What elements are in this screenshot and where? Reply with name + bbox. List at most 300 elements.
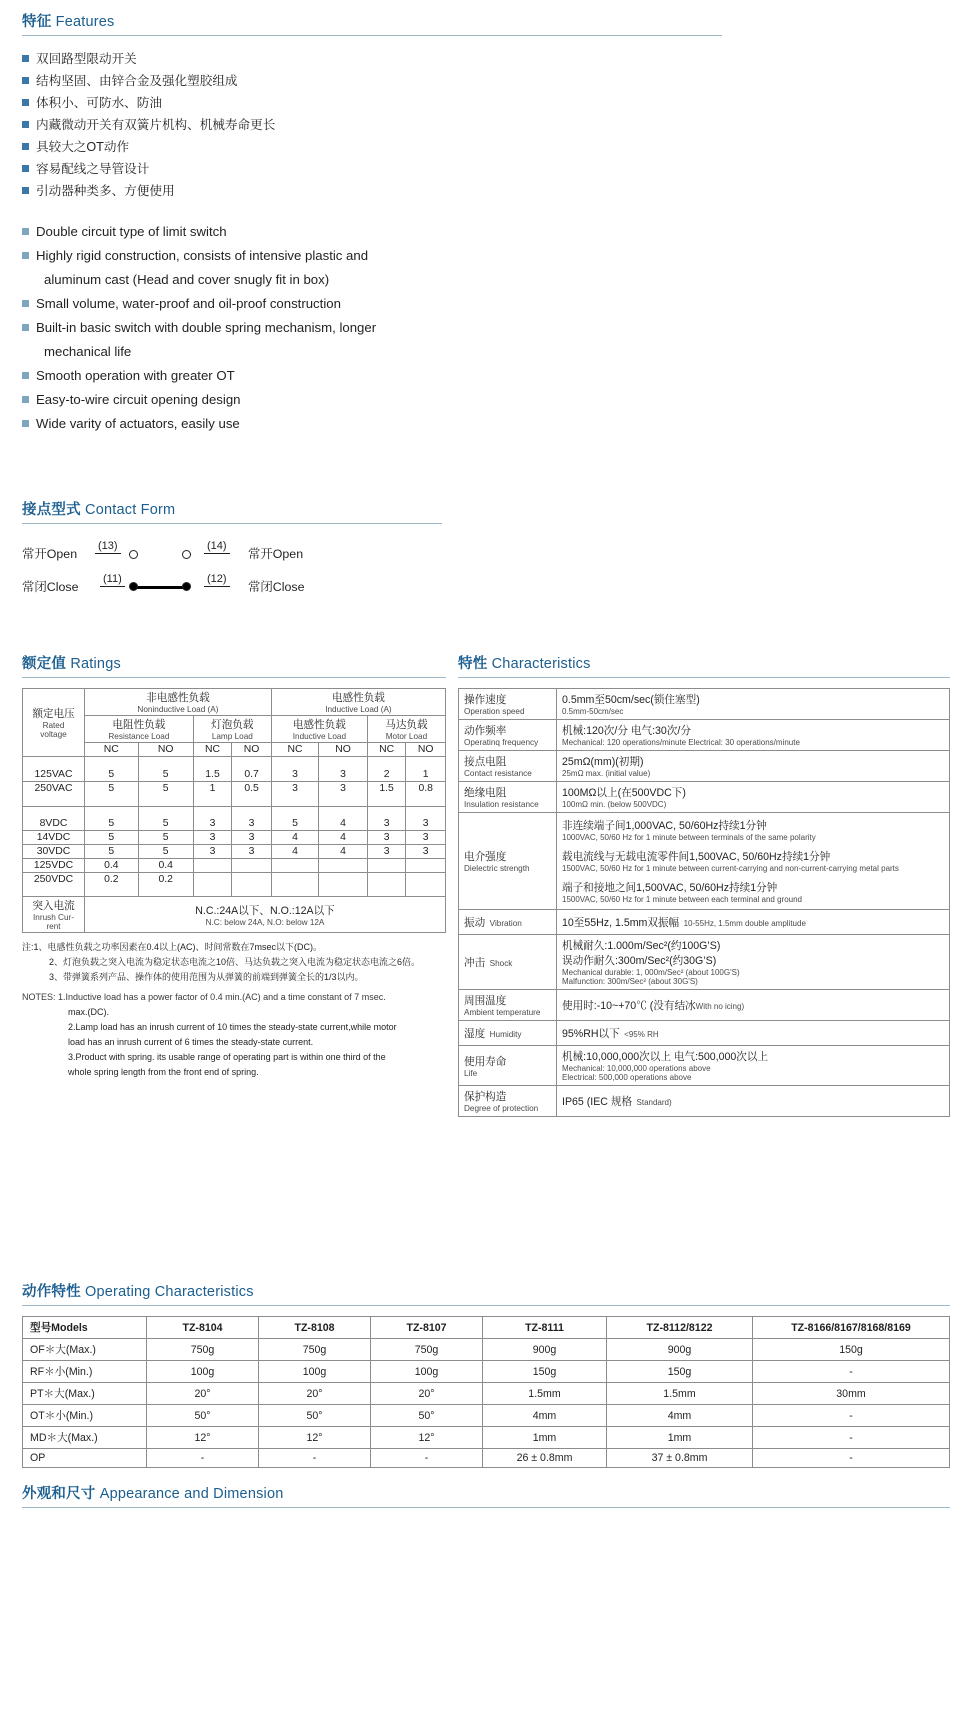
rating-cell [271, 859, 318, 873]
op-cell: 37 ± 0.8mm [607, 1449, 753, 1468]
table-row [23, 859, 446, 873]
square-bullet-icon [22, 187, 29, 194]
char-label-en: Dielectric strength [464, 864, 530, 873]
note-zh-text: 2、灯泡负载之突入电流为稳定状态电流之10倍、马达负载之突入电流为稳定状态电流之6倍。 [49, 957, 421, 967]
rating-cell: 0.2 [138, 873, 193, 897]
rating-cell: 4 [271, 845, 318, 859]
nc-no-header: NO [138, 743, 193, 757]
rating-cell: 3 [406, 831, 446, 845]
char-value-en: Mechanical: 120 operations/minute Electrical: 30 operations/minute [562, 738, 800, 747]
char-label [459, 720, 557, 751]
char-value [557, 1021, 950, 1046]
rating-cell: 5 [271, 807, 318, 831]
contact-form-section [22, 498, 442, 600]
rating-cell: 4 [319, 845, 368, 859]
char-value-zh: 机械耐久:1.000m/Sec²(约100G’S) [562, 940, 721, 952]
char-value-en: 100mΩ min. (below 500VDC) [562, 800, 667, 809]
char-value-en: Malfunction: 300m/Sec² (about 30G'S) [562, 977, 698, 986]
rating-cell [406, 859, 446, 873]
char-value [557, 990, 950, 1021]
char-label-zh: 冲击 [464, 957, 486, 969]
load-header-en: Motor Load [385, 732, 428, 741]
rating-cell: 5 [138, 807, 193, 831]
rating-cell: 3 [193, 845, 231, 859]
char-label-zh: 周围温度 [464, 995, 507, 1007]
op-cell: 1.5mm [483, 1383, 607, 1405]
features-heading-en: Features [55, 14, 115, 30]
rating-cell [319, 873, 368, 897]
list-item [22, 412, 722, 436]
note-en-line [22, 1050, 446, 1064]
char-label-en: Operatinq frequency [464, 738, 539, 747]
table-row [23, 831, 446, 845]
ratings-load-inductive [271, 716, 367, 743]
operating-table [22, 1316, 950, 1468]
note-zh-line [22, 970, 446, 984]
op-cell: 30mm [753, 1383, 950, 1405]
rating-cell: 3 [232, 831, 272, 845]
nc-no-header: NC [367, 743, 405, 757]
char-label-zh: 动作频率 [464, 725, 507, 737]
char-value-zh: 95%RH以下 [562, 1028, 620, 1040]
table-row [23, 897, 446, 933]
char-value-zh: 机械:10,000,000次以上 电气:500,000次以上 [562, 1051, 769, 1063]
square-bullet-icon [22, 165, 29, 172]
terminal-dot-14 [182, 550, 191, 559]
features-list-zh [22, 48, 722, 202]
list-item-label: 体积小、可防水、防油 [36, 96, 162, 110]
note-en-line [22, 1035, 446, 1049]
char-label [459, 1046, 557, 1086]
ratings-table [22, 688, 446, 933]
list-item [22, 114, 722, 136]
op-cell: 50° [147, 1405, 259, 1427]
op-cell: 12° [259, 1427, 371, 1449]
inrush-value-zh: N.C.:24A以下、N.O.:12A以下 [195, 904, 335, 917]
ratings-divider [22, 677, 446, 678]
char-value [557, 813, 950, 910]
char-value-en: 25mΩ max. (initial value) [562, 769, 651, 778]
char-value-zh: 机械:120次/分 电气:30次/分 [562, 725, 691, 737]
char-label-zh: 使用寿命 [464, 1055, 507, 1068]
char-value [557, 720, 950, 751]
char-label [459, 1021, 557, 1046]
nc-no-header: NO [406, 743, 446, 757]
operating-characteristics-section [22, 1280, 950, 1468]
op-cell: 100g [371, 1361, 483, 1383]
table-row [23, 1449, 950, 1468]
char-value [557, 782, 950, 813]
char-value-en: <95% RH [624, 1030, 659, 1039]
square-bullet-icon [22, 396, 29, 403]
note-en-line [22, 1005, 446, 1019]
rating-cell: 0.5 [232, 782, 272, 807]
contact-form-divider [22, 523, 442, 524]
ratings-heading-en: Ratings [70, 656, 121, 672]
load-header-en: Resistance Load [108, 732, 170, 741]
list-item-label: 引动器种类多、方便使用 [36, 184, 175, 198]
op-cell: - [753, 1405, 950, 1427]
char-label [459, 935, 557, 990]
op-cell: 900g [483, 1339, 607, 1361]
features-section [22, 10, 722, 436]
square-bullet-icon [22, 55, 29, 62]
char-value-zh: 非连续端子间1,000VAC, 50/60Hz持续1分钟 [562, 820, 767, 832]
rating-cell: 5 [85, 757, 139, 782]
op-cell: 20° [259, 1383, 371, 1405]
op-cell: - [753, 1427, 950, 1449]
rating-cell: 2 [367, 757, 405, 782]
rating-cell: 3 [367, 845, 405, 859]
square-bullet-icon [22, 77, 29, 84]
op-cell: 20° [371, 1383, 483, 1405]
operating-heading-zh: 动作特性 [22, 1284, 81, 1300]
char-label-zh: 接点电阻 [464, 756, 507, 768]
inrush-label-zh: 突入电流 [32, 900, 75, 912]
list-item [22, 180, 722, 202]
rating-cell: 3 [319, 757, 368, 782]
table-row [459, 689, 950, 720]
open-right-label: 常开Open [248, 547, 304, 561]
operating-heading [22, 1280, 950, 1301]
rating-cell [193, 873, 231, 897]
char-label [459, 910, 557, 935]
char-value [557, 689, 950, 720]
char-label-en: Humidity [489, 1030, 522, 1039]
rating-voltage: 14VDC [23, 831, 85, 845]
square-bullet-icon [22, 252, 29, 259]
rating-cell: 5 [138, 831, 193, 845]
op-cell: 1mm [483, 1427, 607, 1449]
ratings-heading [22, 652, 446, 673]
op-col-header: TZ-8112/8122 [607, 1317, 753, 1339]
terminal-number-13: (13) [95, 540, 121, 554]
note-en-line [22, 990, 446, 1004]
table-row [23, 1383, 950, 1405]
char-label-zh: 湿度 [464, 1028, 486, 1040]
characteristics-heading [458, 652, 950, 673]
table-row [23, 1427, 950, 1449]
nc-no-header: NC [85, 743, 139, 757]
group-header-en: Inductive Load (A) [325, 705, 392, 714]
rating-voltage: 8VDC [23, 807, 85, 831]
ratings-load-resistance [85, 716, 194, 743]
list-item [22, 388, 722, 412]
appearance-section [22, 1482, 950, 1508]
rating-cell [367, 873, 405, 897]
rating-cell: 3 [193, 831, 231, 845]
char-label-en: Contact resistance [464, 769, 532, 778]
op-cell: 20° [147, 1383, 259, 1405]
voltage-header-en1: Rated [42, 721, 65, 730]
load-header-zh: 灯泡负载 [211, 719, 254, 731]
char-value-zh: 误动作耐久:300m/Sec²(约30G’S) [562, 955, 717, 967]
char-label-en: Operation speed [464, 707, 525, 716]
op-col-header: TZ-8111 [483, 1317, 607, 1339]
list-item-label: Smooth operation with greater OT [36, 368, 235, 383]
op-col-header: TZ-8104 [147, 1317, 259, 1339]
note-en-line [22, 1065, 446, 1079]
char-label-en: Degree of protection [464, 1104, 539, 1113]
list-item [22, 292, 722, 316]
appearance-heading [22, 1482, 950, 1503]
table-row [459, 1086, 950, 1117]
rating-cell: 1 [193, 782, 231, 807]
contact-form-diagram [22, 540, 442, 600]
inrush-label [23, 897, 85, 933]
table-row [459, 751, 950, 782]
contact-form-heading-en: Contact Form [85, 502, 176, 518]
inrush-value-en: N.C: below 24A, N.O: below 12A [205, 917, 325, 927]
nc-no-header: NC [193, 743, 231, 757]
close-left-label: 常闭Close [22, 580, 79, 594]
char-subrow [562, 878, 944, 906]
inrush-label-en2: rent [46, 922, 61, 931]
contact-form-heading [22, 498, 442, 519]
list-item-label: 内藏微动开关有双簧片机构、机械寿命更长 [36, 118, 276, 132]
appearance-heading-zh: 外观和尺寸 [22, 1486, 96, 1502]
list-item [22, 364, 722, 388]
list-item-label: Built-in basic switch with double spring mechanism, longer [36, 320, 377, 335]
op-cell: 100g [147, 1361, 259, 1383]
rating-cell: 0.8 [406, 782, 446, 807]
op-row-label: PT＊大(Max.) [23, 1383, 147, 1405]
square-bullet-icon [22, 300, 29, 307]
ratings-notes [22, 940, 446, 1079]
note-en-text: load has an inrush current of 6 times the steady-state current. [68, 1037, 314, 1047]
op-cell: - [371, 1449, 483, 1468]
terminal-dot-11 [129, 582, 138, 591]
char-value-en: With no icing) [695, 1002, 745, 1011]
rating-cell: 3 [232, 807, 272, 831]
rating-cell: 3 [406, 807, 446, 831]
appearance-heading-en: Appearance and Dimension [99, 1486, 284, 1502]
list-item-label: Easy-to-wire circuit opening design [36, 392, 241, 407]
char-label [459, 1086, 557, 1117]
char-label-en: Vibration [489, 919, 522, 928]
ratings-load-motor [367, 716, 445, 743]
list-item [22, 244, 722, 292]
rating-cell: 0.2 [85, 873, 139, 897]
features-heading [22, 10, 722, 31]
char-value-zh: 0.5mm至50cm/sec(锁住塞型) [562, 694, 700, 706]
table-row [23, 716, 446, 743]
op-cell: 750g [259, 1339, 371, 1361]
ratings-load-lamp [193, 716, 271, 743]
contact-row-open [22, 540, 442, 568]
square-bullet-icon [22, 324, 29, 331]
op-cell: - [753, 1449, 950, 1468]
table-row [23, 807, 446, 831]
features-divider [22, 35, 722, 36]
rating-cell: 4 [319, 831, 368, 845]
note-en-text: whole spring length from the front end of spring. [68, 1067, 259, 1077]
inrush-value [85, 897, 446, 933]
terminal-dot-13 [129, 550, 138, 559]
note-en-text: 3.Product with spring. its usable range of operating part is within one third of the [68, 1052, 386, 1062]
char-value [557, 935, 950, 990]
contact-form-heading-zh: 接点型式 [22, 502, 81, 518]
rating-voltage: 30VDC [23, 845, 85, 859]
list-item [22, 136, 722, 158]
characteristics-divider [458, 677, 950, 678]
terminal-number-11: (11) [100, 573, 125, 587]
characteristics-heading-zh: 特性 [458, 656, 488, 672]
char-value [557, 1046, 950, 1086]
note-en-title: NOTES: [22, 992, 56, 1002]
rating-cell [406, 873, 446, 897]
note-zh-line [22, 940, 446, 954]
table-row [23, 1361, 950, 1383]
char-value-en: Mechanical: 10,000,000 operations above [562, 1064, 711, 1073]
char-label [459, 782, 557, 813]
char-label [459, 813, 557, 910]
rating-cell: 5 [85, 831, 139, 845]
char-subrow [562, 847, 944, 875]
note-en-text: 2.Lamp load has an inrush current of 10 times the steady-state current,while motor [68, 1022, 397, 1032]
rating-cell: 5 [138, 845, 193, 859]
op-cell: 12° [371, 1427, 483, 1449]
op-cell: 50° [371, 1405, 483, 1427]
terminal-number-12: (12) [204, 573, 230, 587]
ratings-group-inductive [271, 689, 445, 716]
rating-cell [232, 873, 272, 897]
op-cell: 750g [147, 1339, 259, 1361]
list-item [22, 92, 722, 114]
characteristics-heading-en: Characteristics [491, 656, 591, 672]
char-value-en: 1500VAC, 50/60 Hz for 1 minute between each terminal and ground [562, 895, 802, 904]
char-value-zh: 100MΩ以上(在500VDC下) [562, 787, 686, 799]
terminal-dot-12 [182, 582, 191, 591]
note-en-line [22, 1020, 446, 1034]
rating-cell: 3 [193, 807, 231, 831]
square-bullet-icon [22, 372, 29, 379]
rating-cell: 5 [85, 845, 139, 859]
list-item [22, 70, 722, 92]
char-value-zh: 10至55Hz, 1.5mm双振幅 [562, 917, 680, 929]
rating-cell: 0.4 [138, 859, 193, 873]
char-value-zh: IP65 (IEC 规格 [562, 1096, 633, 1108]
group-header-en: Noninductive Load (A) [137, 705, 219, 714]
char-value-en: 10-55Hz, 1.5mm double amplitude [683, 919, 806, 928]
op-cell: 900g [607, 1339, 753, 1361]
group-header-zh: 非电感性负载 [146, 692, 210, 704]
char-value-zh: 使用时:-10~+70℃ (没有结冰 [562, 1000, 696, 1012]
rating-cell: 3 [367, 831, 405, 845]
list-item-label: 容易配线之导管设计 [36, 162, 150, 176]
rating-cell [271, 873, 318, 897]
char-label-en: Insulation resistance [464, 800, 539, 809]
table-row [23, 1339, 950, 1361]
op-cell: 4mm [607, 1405, 753, 1427]
op-cell: 4mm [483, 1405, 607, 1427]
rating-cell: 0.7 [232, 757, 272, 782]
rating-cell: 5 [85, 807, 139, 831]
rating-cell: 5 [138, 757, 193, 782]
op-cell: 1mm [607, 1427, 753, 1449]
table-row [459, 782, 950, 813]
rating-cell: 0.4 [85, 859, 139, 873]
characteristics-table [458, 688, 950, 1117]
char-subrow [562, 816, 944, 844]
rating-cell [232, 859, 272, 873]
table-row [459, 813, 950, 910]
op-col-header: 型号Models [23, 1317, 147, 1339]
features-heading-zh: 特征 [22, 14, 52, 30]
char-label-en: Ambient temperature [464, 1008, 541, 1017]
char-label-zh: 绝缘电阻 [464, 787, 507, 799]
table-row [23, 873, 446, 897]
op-cell: 1.5mm [607, 1383, 753, 1405]
op-cell: 750g [371, 1339, 483, 1361]
square-bullet-icon [22, 121, 29, 128]
list-item-label-cont: mechanical life [44, 344, 132, 359]
table-row [459, 990, 950, 1021]
op-col-header: TZ-8107 [371, 1317, 483, 1339]
char-value-en: Standard) [636, 1098, 672, 1107]
char-label-zh: 保护构造 [464, 1091, 507, 1103]
list-item-label: 具较大之OT动作 [36, 140, 130, 154]
rating-cell: 3 [319, 782, 368, 807]
rating-cell [193, 859, 231, 873]
rating-cell: 3 [406, 845, 446, 859]
rating-cell: 4 [319, 807, 368, 831]
char-value-zh: 25mΩ(mm)(初期) [562, 756, 644, 768]
rating-cell: 5 [85, 782, 139, 807]
op-cell: 26 ± 0.8mm [483, 1449, 607, 1468]
char-label [459, 689, 557, 720]
op-cell: 12° [147, 1427, 259, 1449]
table-row [23, 1317, 950, 1339]
inrush-label-en1: Inrush Cur- [33, 913, 74, 922]
char-value-en: 0.5mm-50cm/sec [562, 707, 624, 716]
char-value-en: Electrical: 500,000 operations above [562, 1073, 692, 1082]
voltage-header-zh: 额定电压 [32, 708, 75, 720]
terminal-number-14: (14) [204, 540, 230, 554]
open-left-label: 常开Open [22, 547, 78, 561]
list-item-label: 结构坚固、由锌合金及强化塑胶组成 [36, 74, 238, 88]
char-label-zh: 操作速度 [464, 694, 507, 706]
op-cell: 50° [259, 1405, 371, 1427]
ratings-group-noninductive [85, 689, 272, 716]
char-label-en: Life [464, 1068, 478, 1078]
rating-cell: 3 [367, 807, 405, 831]
char-label-zh: 振动 [464, 917, 486, 929]
op-cell: - [259, 1449, 371, 1468]
char-label-zh: 电介强度 [464, 851, 507, 863]
rating-voltage: 125VDC [23, 859, 85, 873]
op-row-label: OF＊大(Max.) [23, 1339, 147, 1361]
list-item [22, 158, 722, 180]
char-label [459, 751, 557, 782]
square-bullet-icon [22, 228, 29, 235]
rating-cell: 1.5 [367, 782, 405, 807]
char-value [557, 910, 950, 935]
char-value-en: 1500VAC, 50/60 Hz for 1 minute between current-carrying and non-current-carrying metal parts [562, 864, 899, 873]
note-zh-line [22, 955, 446, 969]
list-item [22, 316, 722, 364]
load-header-zh: 电阻性负载 [112, 719, 166, 731]
table-row [23, 1405, 950, 1427]
note-zh-text: 1、电感性负载之功率因素在0.4以上(AC)、时间常数在7msec以下(DC)。 [33, 942, 323, 952]
char-value [557, 751, 950, 782]
list-item-label: Small volume, water-proof and oil-proof construction [36, 296, 341, 311]
op-cell: - [147, 1449, 259, 1468]
table-row [23, 845, 446, 859]
char-value [557, 1086, 950, 1117]
list-item-label: Wide varity of actuators, easily use [36, 416, 240, 431]
rating-voltage: 250VAC [23, 782, 85, 807]
